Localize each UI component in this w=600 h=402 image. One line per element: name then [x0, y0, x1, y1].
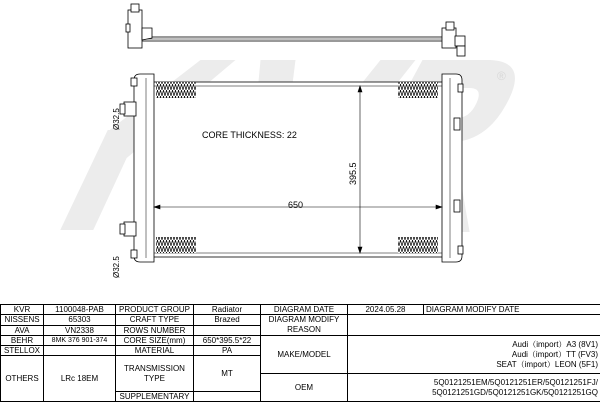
supplementary-label: SUPPLEMENTARY — [116, 392, 194, 402]
width-dimension: 650 — [288, 200, 304, 210]
top-view — [126, 4, 465, 56]
stellox-label: STELLOX — [1, 346, 44, 356]
spec-table — [0, 304, 600, 402]
front-view — [120, 74, 463, 262]
oem-label: OEM — [261, 374, 348, 402]
diagram-modify-reason-label: DIAGRAM MODIFY REASON — [261, 315, 348, 336]
diagram-modify-reason-value — [348, 315, 600, 336]
core-size-label: CORE SIZE(mm) — [116, 336, 194, 346]
material-label: MATERIAL — [116, 346, 194, 356]
product-group-label: PRODUCT GROUP — [116, 305, 194, 315]
height-dimension: 395.5 — [348, 162, 358, 185]
outlet-diameter: Ø32.5 — [112, 256, 121, 278]
inlet-diameter: Ø32.5 — [112, 108, 121, 130]
table-row — [1, 305, 600, 315]
diagram-modify-date-label: DIAGRAM MODIFY DATE — [424, 305, 600, 315]
rows-number-value — [194, 325, 261, 336]
ava-value: VN2338 — [44, 325, 116, 336]
oem-list — [348, 374, 600, 402]
table-row — [1, 336, 600, 346]
transmission-value: MT — [194, 356, 261, 392]
make-model-item: Audi（import）A3 (8V1) — [512, 339, 598, 349]
behr-value: 8MK 376 901-374 — [44, 336, 116, 346]
craft-type-value: Brazed — [194, 315, 261, 326]
craft-type-label: CRAFT TYPE — [116, 315, 194, 326]
make-model-label: MAKE/MODEL — [261, 336, 348, 374]
kvr-value: 1100048-PAB — [44, 305, 116, 315]
transmission-label: TRANSMISSION TYPE — [116, 356, 194, 392]
diagram-date-value: 2024.05.28 — [348, 305, 424, 315]
ava-label: AVA — [1, 325, 44, 336]
core-thickness-label: CORE THICKNESS: 22 — [202, 130, 297, 140]
core-size-value: 650*395.5*22 — [194, 336, 261, 346]
oem-item: 5Q0121251EM/5Q0121251ER/5Q0121251FJ/ — [433, 377, 598, 387]
registered-mark: ® — [497, 69, 506, 83]
others-value: LRc 18EM — [44, 356, 116, 402]
rows-number-label: ROWS NUMBER — [116, 325, 194, 336]
stellox-value — [44, 346, 116, 356]
kvr-label: KVR — [1, 305, 44, 315]
make-model-list — [348, 336, 600, 374]
material-value: PA — [194, 346, 261, 356]
table-row — [1, 315, 600, 326]
behr-label: BEHR — [1, 336, 44, 346]
supplementary-value — [194, 392, 261, 402]
nissens-label: NISSENS — [1, 315, 44, 326]
oem-item: 5Q0121251GD/5Q0121251GK/5Q0121251GQ — [432, 387, 598, 397]
nissens-value: 65303 — [44, 315, 116, 326]
product-group-value: Radiator — [194, 305, 261, 315]
make-model-item: SEAT（import）LEON (5F1) — [496, 359, 598, 369]
diagram-date-label: DIAGRAM DATE — [261, 305, 348, 315]
others-label: OTHERS — [1, 356, 44, 402]
make-model-item: Audi（import）TT (FV3) — [511, 349, 598, 359]
